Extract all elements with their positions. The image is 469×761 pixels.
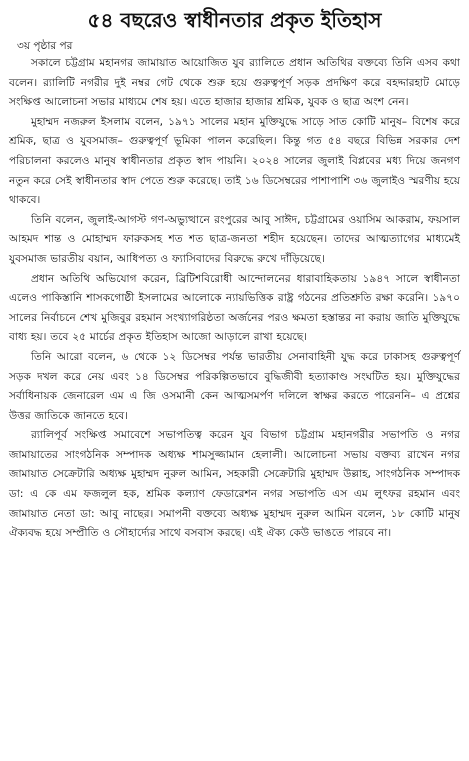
article-paragraph-4: প্রধান অতিথি অভিযোগ করেন, ব্রিটিশবিরোধী আন্দোলনের ধারাবাহিকতায় ১৯৪৭ সালে স্বাধীনতা এলেও পাকিস্তানি শাসকগোষ্ঠী ইসলামের আলোকে ন্যায়ভিত্তিক রাষ্ট্র গঠনের প্রতিশ্রুতি রক্ষা করেনি। ১৯৭০ সালের নির্বাচনে শেখ মুজিবুর রহমান সংখ্যাগরিষ্ঠতা অর্জনের পরও ক্ষমতা হস্তান্তর না করায় জাতি মুক্তিযুদ্ধে বাধ্য হয়। তবে ২৫ মার্চের প্রকৃত ইতিহাস আজো আড়ালে রাখা হয়েছে। [9, 272, 460, 344]
continued-from-label: ৩য় পৃষ্ঠার পর [17, 40, 73, 52]
article-paragraph-6: র‍্যালিপূর্ব সংক্ষিপ্ত সমাবেশে সভাপতিত্ব করেন যুব বিভাগ চট্টগ্রাম মহানগরীর সভাপতি ও নগর জামায়াতের সাংগঠনিক সম্পাদক অধ্যক্ষ শামসুজ্জামান হেলালী। আলোচনা সভায় বক্তব্য রাখেন নগর জামায়াত সেক্রেটারি অধ্যক্ষ মুহাম্মদ নুরুল আমিন, সহকারী সেক্রেটারি মুহাম্মদ উল্লাহ, সাংগঠনিক সম্পাদক ডা: এ কে এম ফজলুল হক, শ্রমিক কল্যাণ ফেডারেশন নগর সভাপতি এস এম লুৎফর রহমান এবং জামায়াত নেতা ডা: আবু নাছের। সমাপনী বক্তব্যে অধ্যক্ষ মুহাম্মদ নুরুল আমিন বলেন, ১৮ কোটি মানুষ ঐক্যবদ্ধ হয়ে সম্প্রীতি ও সৌহার্দ্যের সাথে বসবাস করছে। এই ঐক্য কেউ ভাঙতে পারবে না। [9, 429, 460, 540]
article-headline: ৫৪ বছরেও স্বাধীনতার প্রকৃত ইতিহাস [87, 8, 382, 32]
article-paragraph-5: তিনি আরো বলেন, ৬ থেকে ১২ ডিসেম্বর পর্যন্ত ভারতীয় সেনাবাহিনী যুদ্ধ করে ঢাকাসহ গুরুত্বপূর্ণ সড়ক দখল করে নেয় এবং ১৪ ডিসেম্বর পরিকল্পিতভাবে বুদ্ধিজীবী হত্যাকাণ্ড সংঘটিত হয়। মুক্তিযুদ্ধের সর্বাধিনায়ক জেনারেল এম এ জি ওসমানী কেন আত্মসমর্পণ দলিলে স্বাক্ষর করতে পারেননি– এ প্রশ্নের উত্তর জাতিকে জানতে হবে। [9, 350, 460, 422]
article-paragraph-1: সকালে চট্টগ্রাম মহানগর জামায়াত আয়োজিত যুব র‍্যালিতে প্রধান অতিথির বক্তব্যে তিনি এসব কথা বলেন। র‍্যালিটি নগরীর দুই নম্বর গেট থেকে শুরু হয়ে গুরুত্বপূর্ণ সড়ক প্রদক্ষিণ করে বহদ্দারহাট মোড়ে সংক্ষিপ্ত আলোচনা সভার মাধ্যমে শেষ হয়। এতে হাজার হাজার শ্রমিক, যুবক ও ছাত্র অংশ নেন। [9, 57, 460, 109]
article-paragraph-3: তিনি বলেন, জুলাই-আগস্ট গণ-অভ্যুত্থানে রংপুরের আবু সাঈদ, চট্টগ্রামের ওয়াসিম আকরাম, ফয়সাল আহমদ শান্ত ও মোহাম্মদ ফারুকসহ শত শত ছাত্র-জনতা শহীদ হয়েছেন। তাদের আত্মত্যাগের মাধ্যমেই যুবসমাজ ভারতীয় বয়ান, আধিপত্য ও ফ্যাসিবাদের বিরুদ্ধে রুখে দাঁড়িয়েছে। [9, 213, 460, 265]
article-body [9, 54, 460, 544]
article-paragraph-2: মুহাম্মদ নজরুল ইসলাম বলেন, ১৯৭১ সালের মহান মুক্তিযুদ্ধে সাড়ে সাত কোটি মানুষ– বিশেষ করে শ্রমিক, ছাত্র ও যুবসমাজ– গুরুত্বপূর্ণ ভূমিকা পালন করেছিল। কিন্তু গত ৫৪ বছরে বিভিন্ন সরকার দেশ পরিচালনা করলেও মানুষ স্বাধীনতার প্রকৃত স্বাদ পায়নি। ২০২৪ সালের জুলাই বিপ্লবের মধ্য দিয়ে জনগণ নতুন করে সেই স্বাধীনতার স্বাদ পেতে শুরু করেছে। তাই ১৬ ডিসেম্বরের পাশাপাশি ৩৬ জুলাইও স্মরণীয় হয়ে থাকবে। [9, 115, 460, 207]
